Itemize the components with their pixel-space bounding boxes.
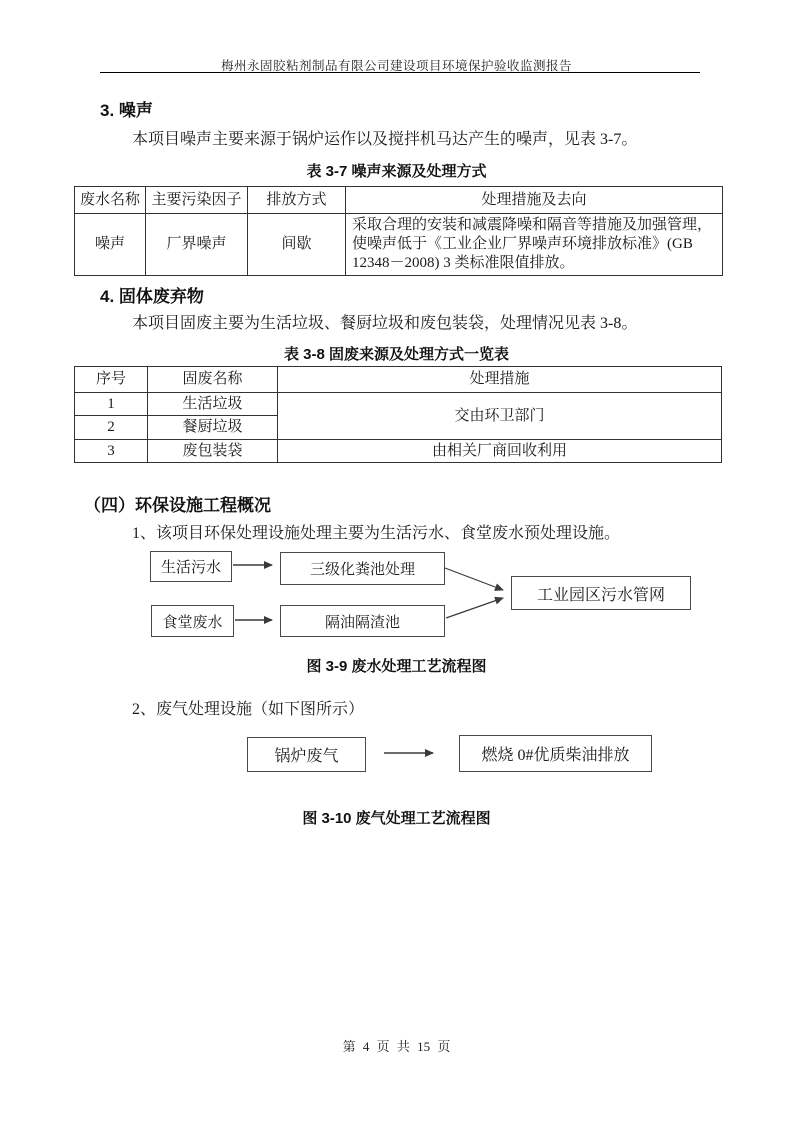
table-3-7-header-name: 废水名称 xyxy=(75,187,146,214)
table-3-8-header-name: 固废名称 xyxy=(148,367,278,393)
row3-no-cell: 3 xyxy=(75,440,148,463)
row2-name-cell: 餐厨垃圾 xyxy=(148,416,278,440)
figure-3-9-caption: 图 3-9 废水处理工艺流程图 xyxy=(306,658,487,675)
table-3-7-header-factor: 主要污染因子 xyxy=(146,187,248,214)
row2-no-cell: 2 xyxy=(75,416,148,440)
flow-node-septic-tank: 三级化粪池处理 xyxy=(280,552,445,585)
flow-node-canteen-wastewater: 食堂废水 xyxy=(151,605,234,637)
solid-waste-paragraph: 本项目固废主要为生活垃圾、餐厨垃圾和废包装袋，处理情况见表 3-8。 xyxy=(132,315,638,332)
noise-name-cell: 噪声 xyxy=(75,214,146,276)
page-number: 第 4 页 共 15 页 xyxy=(342,1039,451,1054)
table-3-8-caption: 表 3-8 固废来源及处理方式一览表 xyxy=(283,346,510,363)
page-header-title: 梅州永固胶粘剂制品有限公司建设项目环境保护验收监测报告 xyxy=(220,59,572,73)
noise-mode-cell: 间歇 xyxy=(248,214,346,276)
noise-measure-cell: 采取合理的安装和减震降噪和隔音等措施及加强管理，使噪声低于《工业企业厂界噪声环境排放标准》(GB 12348－2008) 3 类标准限值排放。 xyxy=(346,214,723,276)
flow-node-domestic-sewage: 生活污水 xyxy=(150,551,232,582)
arrow-grease-to-network xyxy=(446,598,503,618)
row1-no-cell: 1 xyxy=(75,393,148,416)
merged-measure-cell: 交由环卫部门 xyxy=(278,393,722,440)
table-3-7-header-mode: 排放方式 xyxy=(248,187,346,214)
arrow-septic-to-network xyxy=(445,568,503,590)
table-3-7-noise xyxy=(74,186,723,276)
table-row xyxy=(75,187,723,214)
flow-node-burn-discharge: 燃烧 0#优质柴油排放 xyxy=(459,735,652,772)
table-3-8-header-measure: 处理措施 xyxy=(278,367,722,393)
section-heading-env-facilities: （四）环保设施工程概况 xyxy=(84,496,271,515)
flow-node-boiler-gas: 锅炉废气 xyxy=(247,737,366,772)
table-3-8-solid-waste xyxy=(74,366,722,463)
table-row xyxy=(75,440,722,463)
table-row xyxy=(75,367,722,393)
flow-node-pipe-network: 工业园区污水管网 xyxy=(511,576,691,610)
table-3-7-header-measure: 处理措施及去向 xyxy=(346,187,723,214)
section-heading-solid-waste: 4. 固体废弃物 xyxy=(100,287,204,306)
row1-name-cell: 生活垃圾 xyxy=(148,393,278,416)
header-divider xyxy=(100,72,700,73)
table-row xyxy=(75,214,723,276)
table-row xyxy=(75,393,722,416)
section-heading-noise: 3. 噪声 xyxy=(100,101,153,120)
row3-name-cell: 废包装袋 xyxy=(148,440,278,463)
flow-node-grease-trap: 隔油隔渣池 xyxy=(280,605,445,637)
env-item1-paragraph: 1、该项目环保处理设施处理主要为生活污水、食堂废水预处理设施。 xyxy=(132,525,621,542)
table-3-7-caption: 表 3-7 噪声来源及处理方式 xyxy=(306,163,487,180)
noise-paragraph: 本项目噪声主要来源于锅炉运作以及搅拌机马达产生的噪声，见表 3-7。 xyxy=(132,131,638,148)
row3-measure-cell: 由相关厂商回收利用 xyxy=(278,440,722,463)
table-3-8-header-no: 序号 xyxy=(75,367,148,393)
noise-factor-cell: 厂界噪声 xyxy=(146,214,248,276)
env-item2-paragraph: 2、废气处理设施（如下图所示） xyxy=(132,701,365,718)
figure-3-10-caption: 图 3-10 废气处理工艺流程图 xyxy=(302,810,491,827)
